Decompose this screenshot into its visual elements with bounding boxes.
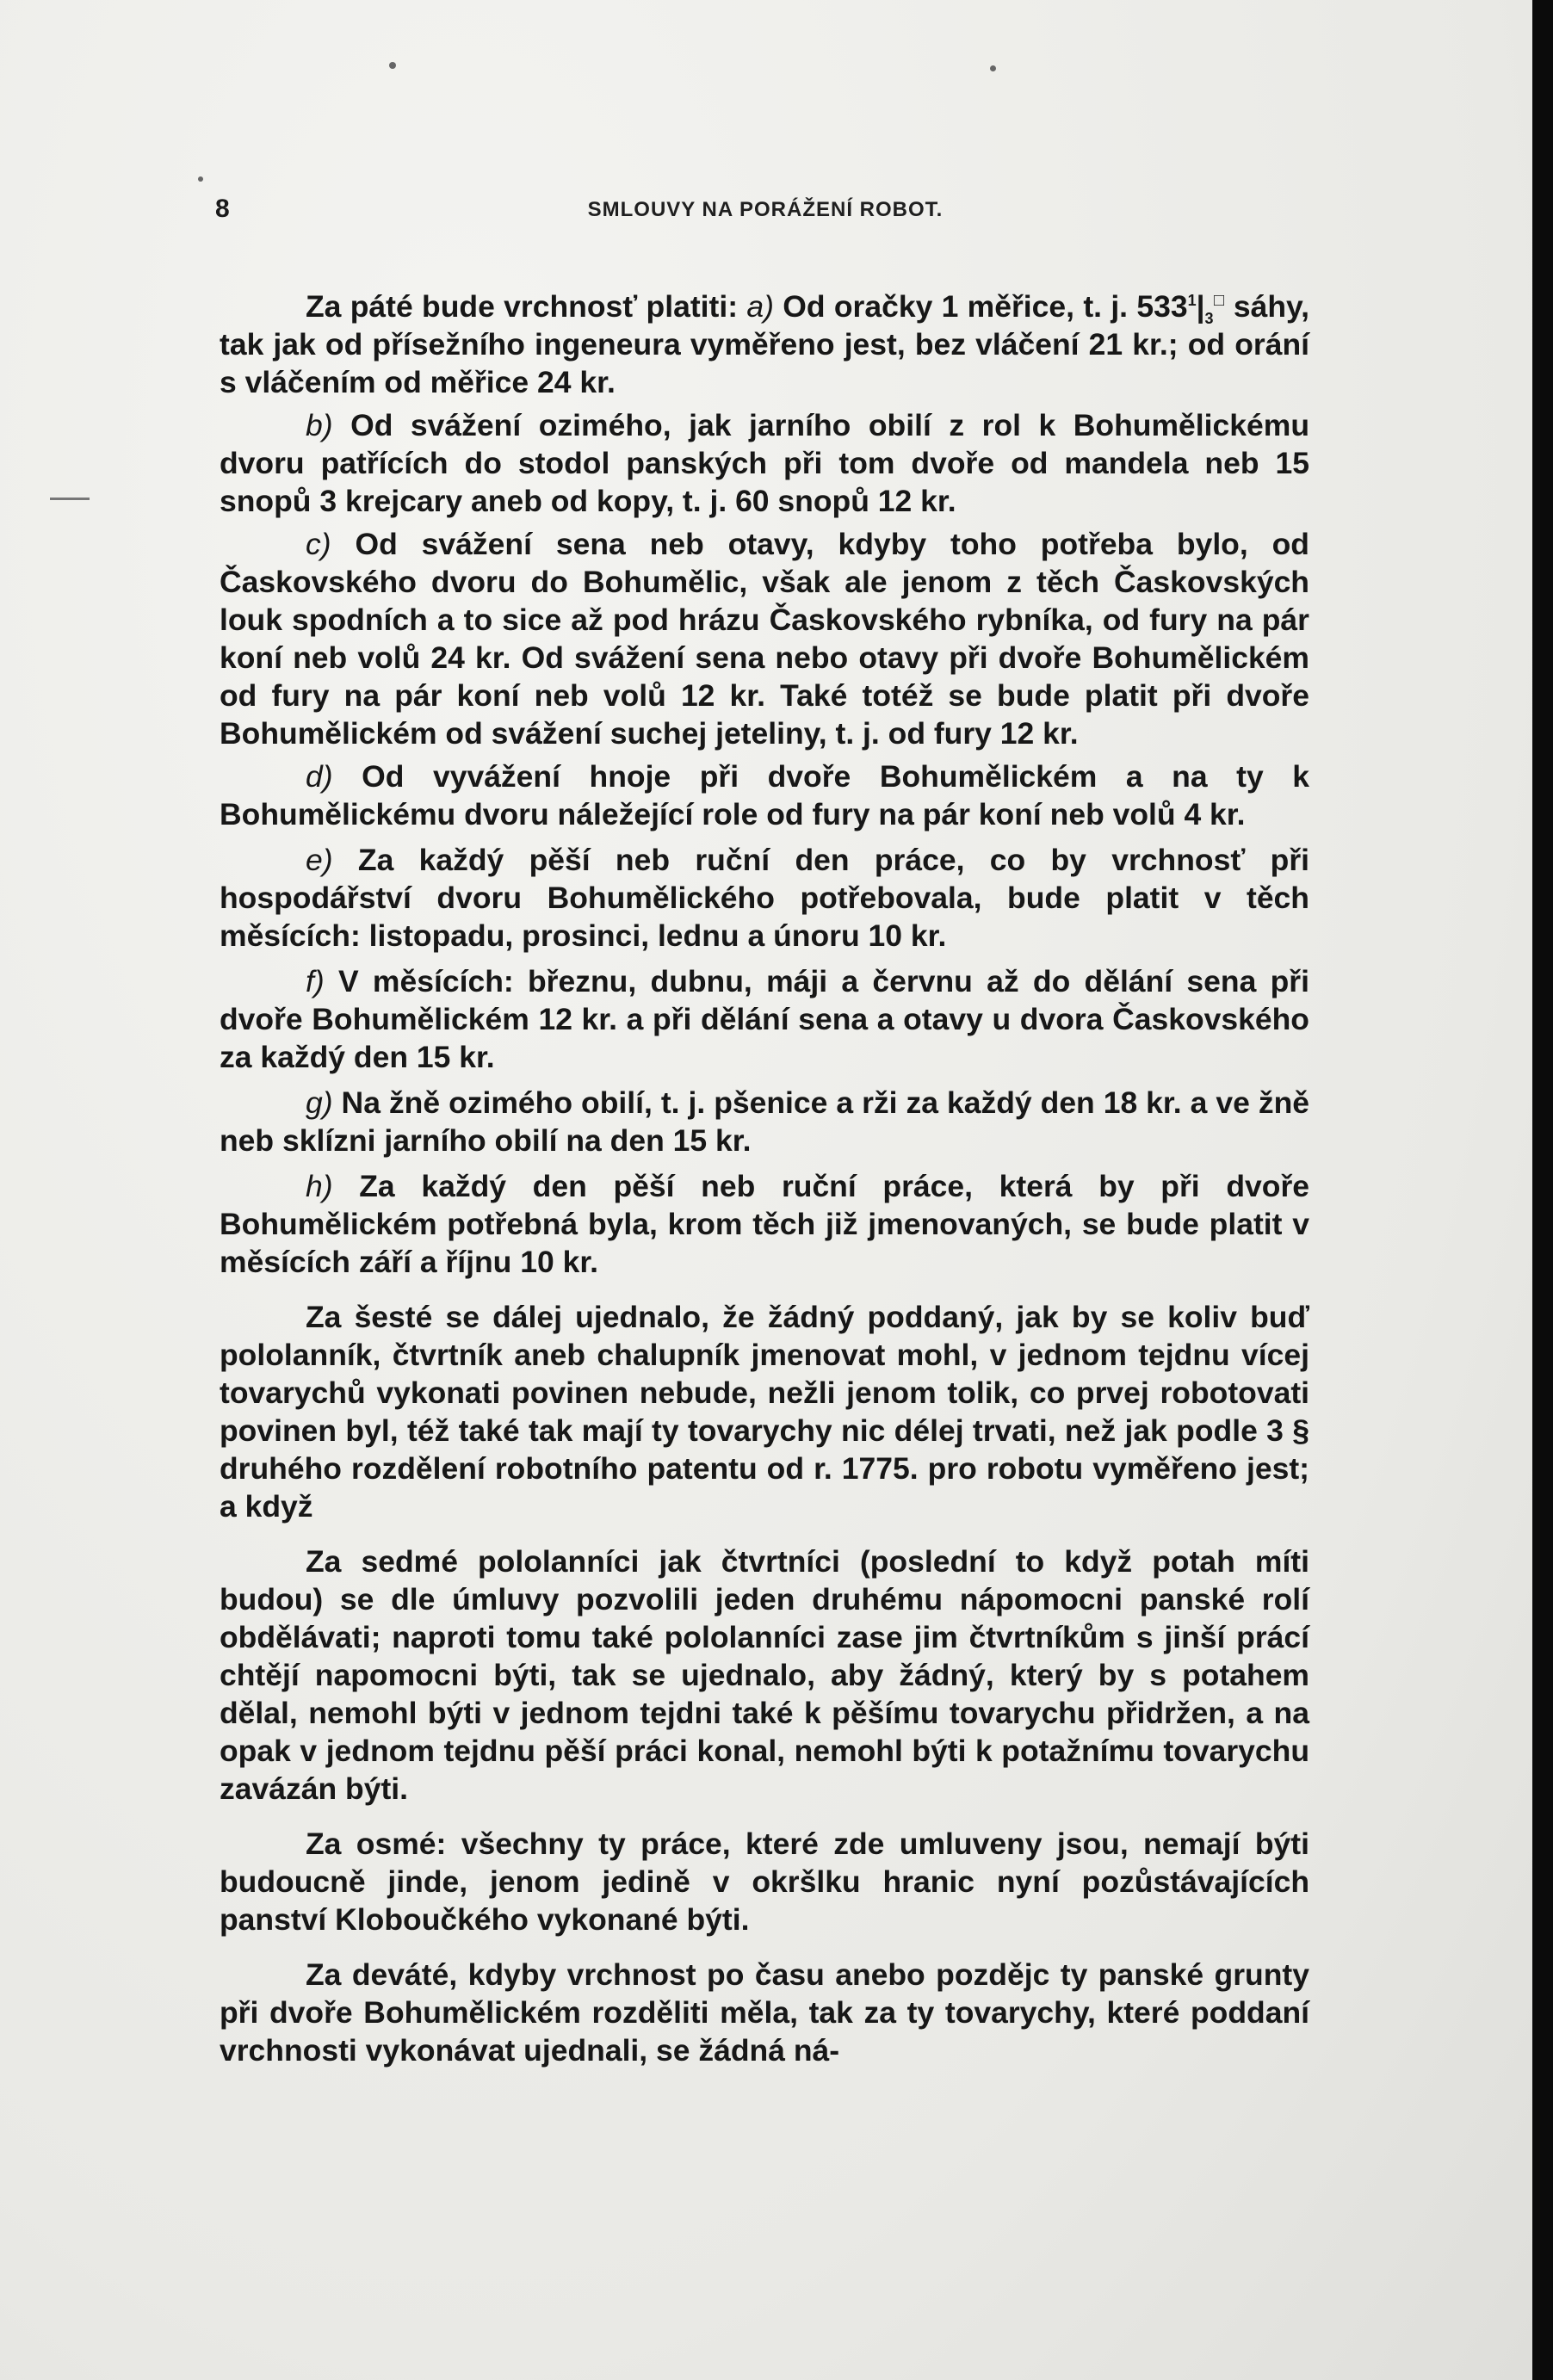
running-title: SMLOUVY NA PORÁŽENÍ ROBOT. [587, 198, 944, 221]
item-text-b: Od svážení ozimého, jak jarního obilí z rol k Bohumělickému dvoru patřících do stodol panských při tom dvoře od mandela neb 15 snopů 3 krejcary aneb od kopy, t. j. 60 snopů 12 kr. [220, 407, 1309, 518]
item-e [220, 841, 1309, 955]
paragraph-fifth-opening: Za páté bude vrchnosť platiti: [306, 288, 747, 324]
item-text-h: Za každý den pěší neb ruční práce, která by při dvoře Bohumělickém potřebná byla, krom těch již jmenovaných, se bude platit v měsících září a říjnu 10 kr. [220, 1168, 1309, 1279]
paragraph-sixth: Za šesté se dálej ujednalo, že žádný poddaný, jak by se koliv buď pololanník, čtvrtník aneb chalupník jmenovat mohl, v jednom tejdnu vícej tovarychů vykonati povinen nebude, nežli jenom tolik, co prvej robotovati povinen byl, též také tak mají ty tovarychy nic délej trvati, než jak podle 3 § druhého rozdělení robotního patentu od r. 1775. pro robotu vyměřeno jest; a když [220, 1299, 1309, 1524]
fraction-denominator: 3 [1204, 309, 1214, 327]
item-label-a: a) [746, 288, 774, 324]
item-label-d: d) [306, 758, 333, 794]
paper-speck [198, 176, 203, 182]
item-h [220, 1167, 1309, 1281]
item-text-e: Za každý pěší neb ruční den práce, co by vrchnosť při hospodářství dvoru Bohumělického potřebovala, bude platit v těch měsících: listopadu, prosinci, lednu a únoru 10 kr. [220, 842, 1309, 953]
paragraph-eighth: Za osmé: všechny ty práce, které zde umluveny jsou, nemají býti budoucně jinde, jenom jedině v okršlku hranic nyní pozůstávajících panství Kloboučkého vykonané býti. [220, 1826, 1309, 1937]
item-f [220, 962, 1309, 1076]
item-g [220, 1084, 1309, 1159]
page-header [215, 195, 1315, 229]
item-text-a-part2: sáhy, tak jak od přísežního ingeneura vyměřeno jest, bez vláčení 21 kr.; od orání s vláčením od měřice 24 kr. [220, 288, 1309, 399]
item-text-a-part1: Od oračky 1 měřice, t. j. 533 [773, 288, 1188, 324]
margin-mark [50, 498, 90, 500]
paragraph-ninth: Za deváté, kdyby vrchnost po času anebo pozdějc ty panské grunty při dvoře Bohumělickém rozděliti měla, tak za ty tovarychy, které poddaní vrchnosti vykonávat ujednali, se žádná ná- [220, 1957, 1309, 2068]
page-number: 8 [215, 195, 230, 223]
item-label-b: b) [306, 407, 333, 442]
paper-speck [389, 62, 396, 69]
paragraph-seventh: Za sedmé pololanníci jak čtvrtníci (poslední to když potah míti budou) se dle úmluvy pozvolili jeden druhému nápomocni panské rolí obdělávati; naproti tomu také pololanníci zase jim čtvrtníkům s jinší prácí chtějí napomocni býti, tak se ujednalo, aby žádný, který by s potahem dělal, nemohl býti v jednom tejdni také k pěšímu tovarychu přidržen, a na opak v jednom tejdnu pěší práci konal, nemohl býti k potažnímu tovarychu zavázán býti. [220, 1543, 1309, 1806]
square-unit-symbol: □ [1213, 291, 1225, 310]
item-label-e: e) [306, 842, 333, 877]
item-label-g: g) [306, 1085, 333, 1120]
item-text-f: V měsících: březnu, dubnu, máji a červnu až do dělání sena při dvoře Bohumělickém 12 kr. a při dělání sena a otavy u dvora Časkovského za každý den 15 kr. [220, 963, 1309, 1074]
paper-speck [990, 65, 996, 71]
body-text [220, 281, 1309, 2077]
item-text-g: Na žně ozimého obilí, t. j. pšenice a rži za každý den 18 kr. a ve žně neb sklízni jarního obilí na den 15 kr. [220, 1085, 1309, 1158]
paragraph-fifth [220, 281, 1309, 401]
item-label-f: f) [306, 963, 325, 998]
item-label-c: c) [306, 526, 331, 561]
item-b [220, 406, 1309, 520]
fraction-numerator: 1 [1187, 292, 1197, 309]
item-c [220, 525, 1309, 752]
item-d [220, 757, 1309, 833]
item-label-h: h) [306, 1168, 333, 1203]
fraction-one-third: $^1|_3$ [1187, 288, 1214, 327]
item-text-c: Od svážení sena neb otavy, kdyby toho potřeba bylo, od Časkovského dvoru do Bohumělic, však ale jenom z těch Časkovských louk spodních a to sice až pod hrázu Časkovského rybníka, od fury na pár koní neb volů 24 kr. Od svážení sena nebo otavy při dvoře Bohumělickém od fury na pár koní neb volů 12 kr. Také totéž se bude platit při dvoře Bohumělickém od svážení suchej jeteliny, t. j. od fury 12 kr. [220, 526, 1309, 751]
item-text-d: Od vyvážení hnoje při dvoře Bohumělickém a na ty k Bohumělickému dvoru náležející role od fury na pár koní neb volů 4 kr. [220, 758, 1309, 831]
